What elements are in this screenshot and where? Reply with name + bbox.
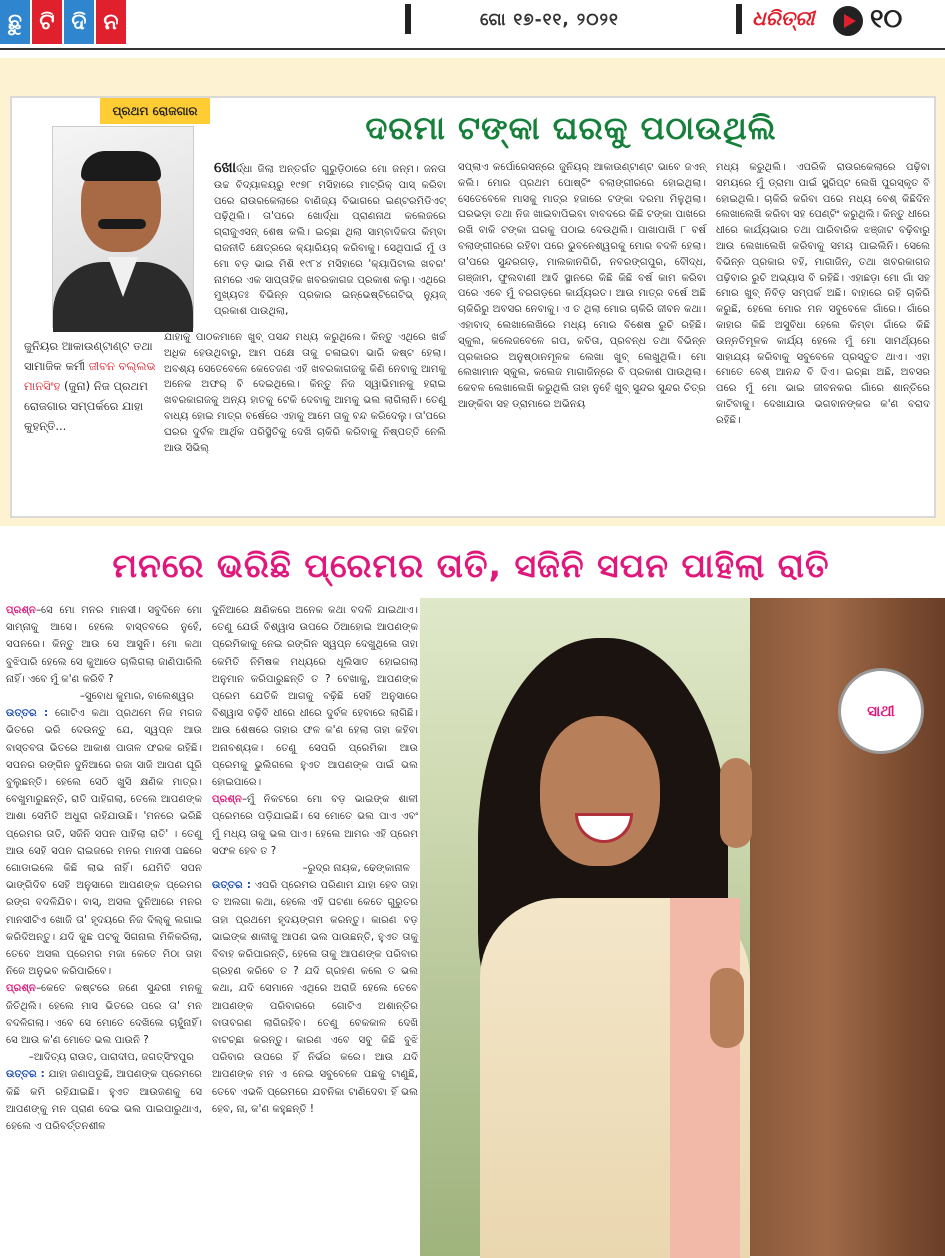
newspaper-logo: ଧରିତ୍ରୀ [752, 6, 815, 30]
author-name: ଜୀବନ ବଲ୍ଲଭ ମାନସିଂହ [24, 359, 156, 393]
section-letter: ଟି [32, 0, 62, 44]
issue-date: ଗୋ ୧୭-୧୧, ୨୦୨୧ [480, 10, 619, 30]
article2-headline: ମନରେ ଭରିଛି ପ୍ରେମର ତାତି, ସଜିନି ସପନ ପାହିଲା ରାତି [112, 546, 830, 585]
column-badge: ସାଥୀ [838, 668, 924, 754]
play-icon [833, 6, 863, 36]
article1-column-1: ଖୋର୍ଦ୍ଧା ଜିଲା ଅନ୍ତର୍ଗତ ଗୁରୁଡ଼ିଠାରେ ମୋ ଜନ୍ମ। ଜନତା ଉଚ୍ଚ ବିଦ୍ୟାଳୟରୁ ୧୯୭୮ ମସିହାରେ ମାଟ୍ରିକ୍ ପାସ୍ କରିବା ପରେ ରାଉରକେଲାରେ ବାଣିଜ୍ୟ ବିଭାଗରେ ଇଣ୍ଟରମିଡିଏଟ୍ ପଢ଼ିଥିଲି। ତା'ପରେ ଖୋର୍ଦ୍ଧା ପ୍ରାଣନାଥ କଲେଜରେ ଗ୍ରାଜୁଏସନ୍ ଶେଷ କଲି। ଇଚ୍ଛା ଥିଲା ସାମ୍ବାଦିକତା କିମ୍ବା ରାଜନୀତି କ୍ଷେତ୍ରରେ କ୍ୟାରିୟର୍ କରିବାକୁ। ସେଥିପାଇଁ ମୁଁ ଓ ମୋ ବଡ଼ ଭାଇ ମିଶି ୧୯୮୪ ମସିହାରେ 'କ୍ୟାପିଟାଲ ଖବର' ନାମରେ ଏକ ସାପ୍ତାହିକ ଖବରକାଗଜ ପ୍ରକାଶ କଲୁ। ଏଥିରେ ମୁଖ୍ୟତଃ ବିଭିନ୍ନ ପ୍ରକାର ଇନ୍‌ଭେଷ୍ଟିଗେଟିଭ୍ ନ୍ୟୁଜ୍ ପ୍ରକାଶ ପାଉଥିଲା, [214, 158, 446, 318]
author-portrait [52, 126, 194, 328]
qa-column-2: ଦୁନିଆରେ କ୍ଷଣିକରେ ଅନେକ କଥା ବଦଳି ଯାଇଥାଏ। ତେଣୁ ଯେଉଁ ବିଶ୍ୱାସ ଉପରେ ଠିଆହୋଇ ଆପଣଙ୍କ ପ୍ରେମିକାକୁ ନେଇ ରଙ୍ଗିନ ସ୍ୱପ୍ନ ଦେଖୁଥିଲେ ତାହା କେମିତି ନିମିଷକ ମଧ୍ୟରେ ଧୂଲିସାତ ହୋଇଗଲା ଅନୁମାନ କରିପାରୁଛନ୍ତି ତ ? ବେଖାକୁ, ଆପଣଙ୍କ ପ୍ରେମ ଯେତିକି ଆଗକୁ ବଢ଼ିଛି ସେହି ଅନୁସାରେ ବିଶ୍ୱାସ ବଢ଼ିବି ଧୀରେ ଧୀରେ ଦୁର୍ବଳ ହେବାରେ ଲାଗିଛି। ଆଉ ଶେଷରେ ତାହାର ଫଳ କ'ଣ ହେଲା ତାହା କହିବା ଅନାବଶ୍ୟକ। ତେଣୁ ସେପରି ପ୍ରେମିକା ଆଉ ପ୍ରେମକୁ ଭୁଲିଗଲେ ହୁଏତ ଆପଣଙ୍କ ପାଇଁ ଭଲ ହୋଇପାରେ। ପ୍ରଶ୍ନ–ମୁଁ ନିକଟରେ ମୋ ବଡ଼ ଭାଇଙ୍କ ଶାଳୀ ପ୍ରେମରେ ପଡ଼ିଯାଇଛି। ସେ ମୋତେ ଭଲ ପାଏ ଏବଂ ମୁଁ ମଧ୍ୟ ତାକୁ ଭଲ ପାଏ। ହେଲେ ଆମର ଏହି ପ୍ରେମ ସଫଳ ହେବ ତ ? –ରୁଦ୍ର ନାୟକ, ଢେଙ୍କାନାଳ ଉତ୍ତର : ଏପରି ପ୍ରେମର ପରିଣାମ ଯାହା ହେବ ତାହା ତ ଅଲଗା କଥା, ହେଲେ ଏହି ଘଟଣା କେତେ ଗୁରୁତର ତାହା ପ୍ରଥମେ ହୃଦୟଙ୍ଗମ କରନ୍ତୁ। କାରଣ ବଡ଼ ଭାଇଙ୍କ ଶାଳୀକୁ ଆପଣ ଭଲ ପାଉଛନ୍ତି, ହୁଏତ ତାକୁ ବିବାହ କରିପାରନ୍ତି, ହେଲେ ତାକୁ ଆପଣଙ୍କ ପରିବାର ଗ୍ରହଣ କରିବେ ତ ? ଯଦି ଗ୍ରହଣ କଲେ ତ ଭଲ କଥା, ଯଦି ସେମାନେ ଏଥିରେ ଅରାଜି ହେଲେ ତେବେ ଆପଣଙ୍କ ପରିବାରରେ ଗୋଟିଏ ଅଶାନ୍ତିର ବାତାବରଣ ଲାଗିରହିବ। ତେଣୁ ବେକକାଳ ଦେଖି ବାଟଚ୍ଛା କରନ୍ତୁ। କାରଣ ଏବେ ସବୁ କିଛି ବୁଝି ପରିବାର ଉପରେ ହିଁ ନିର୍ଭର କରେ। ଆଉ ଯଦି ଆପଣଙ୍କ ମନ ଏ ନେଇ ସବୁବେଳେ ପଛକୁ ଟାଣୁଛି, ତେବେ ଏଭଳି ପ୍ରେମରେ ଯବନିକା ଟାଣିଦେବା ହିଁ ଭଲ ହେବ, ନା, କ'ଣ କହୁଛନ୍ତି ! [212, 605, 419, 1115]
qa-column-1: ପ୍ରଶ୍ନ–ସେ ମୋ ମନର ମାନସୀ। ସବୁଦିନେ ମୋ ସାମ୍ନାକୁ ଆସେ। ହେଲେ ବାସ୍ତବରେ ନୁହେଁ, ସପନରେ। କିନ୍ତୁ ଆଉ ସେ ଆସୁନି। ମୋ କଥା ବୁଝିପାରି ହେଲେ ସେ କୁଆଡେ ଚାଲିଗଲା ଜାଣିପାରିଲି ନାହିଁ। ଏବେ ମୁଁ କ'ଣ କରିବି ? –ସୁବୋଧ କୁମାର, ବାଲେଶ୍ୱର ଉତ୍ତର : ଗୋଟିଏ କଥା ପ୍ରଥମେ ନିଜ ମଗଜ ଭିତରେ ଭରି ଦେଉନ୍ତୁ ଯେ, ସ୍ୱପ୍ନ ଆଉ ବାସ୍ତବତା ଭିତରେ ଆକାଶ ପାତାଳ ଫରକ ରହିଛି। ସପନର ରଙ୍ଗିନ ଦୁନିଆରେ ରଜା ସାଜି ଆପଣ ଘୂରି ବୁଲୁଛନ୍ତି। ହେଲେ ସେଠି ଖୁସି କ୍ଷଣିକ ମାତ୍ର। ବେଖୁମାରୁଛନ୍ତି, ରାତି ପାହିଗଲା, ତେଲେ ଆପଣଙ୍କ ଆଶା ସେମିତି ଅଧୁରା ରହିଯାଉଛି। 'ମନରେ ଭରିଛି ପ୍ରେମର ତାତି, ସଜିନି ସପନ ପାହିଲା ରାତି' । ତେଣୁ ଆଉ ସେହି ସପନ ରାଇଜରେ ମନର ମାନସୀ ପଛରେ ଗୋଡାଇଲେ କିଛି ଲାଭ ନାହିଁ। ଯେମିତି ସପନ ଭାଙ୍ଗିଦିବ ସେହି ଅନୁସାରେ ଆପଣଙ୍କ ପ୍ରେମର ରଙ୍ଗ ବଦଳିଯିବ। ବାସ୍, ଅସଲ ଦୁନିଆରେ ମନର ମାନସୀଟିଏ ଖୋଜି ତା' ହୃଦୟରେ ନିଜ ଦିଲ୍‌କୁ ଲଗାଇ କରିଦିଅନ୍ତୁ। ଯଦି କୁଛ ପଟକୁ ସିଗନାଲ ମିଳିକରିଲା, ତେବେ ଅସଲ ପ୍ରେମର ମଜା କେତେ ମିଠା ତାହା ନିଜେ ଅନୁଭବ କରିପାରିବେ। ପ୍ରଶ୍ନ–କେତେ କଷ୍ଟରେ ଜଣେ ସୁନ୍ଦରୀ ମନକୁ ଜିତିଥିଲି। ହେଲେ ମାସ ଭିତରେ ପରେ ତା' ମନ ବଦଳିଗଲା। ଏବେ ସେ ମୋତେ ଦେଖିଲେ ଚାହୁଁନାହିଁ। ସେ ଆଉ କ'ଣ ମୋତେ ଭଲ ପାଉନି ? –ଆଦିତ୍ୟ ରାଉତ, ପାରାଦୀପ, ଜଗତ୍‌ସିଂହପୁର ଉତ୍ତର : ଯାହା ଜଣାପଡୁଛି, ଆପଣଙ୍କ ପ୍ରେମରେ କିଛି କମି ରହିଯାଇଛି। ହୁଏତ ଆଉଜଣକୁ ସେ ଆପଣଙ୍କୁ ମନ ପ୍ରାଣ ଦେଇ ଭଲ ପାଇପାରୁଥାଏ, ହେଲେ ଏ ପରିବର୍ତ୍ତନଶୀଳ [6, 605, 202, 1133]
section-letter: ଦି [64, 0, 94, 44]
portrait-caption: ଜୁନିୟର ଆକାଉଣ୍ଟାଣ୍ଟ ତଥା ସାମାଜିକ କର୍ମୀ ଜୀବନ ବଲ୍ଲଭ ମାନସିଂହ (ଜୁନା) ନିଜ ପ୍ରଥମ ରୋଜଗାର ସମ୍ପର୍କରେ ଯାହା କୁହନ୍ତି... [24, 339, 156, 433]
article1-column-2: ସପ୍ଲାଏ କର୍ପୋରେସନ୍‌ରେ ଜୁନିୟର୍ ଆକାଉଣ୍ଟାଣ୍ଟ ଭାବେ ଜଏନ୍ କଲି। ମୋର ପ୍ରଥମ ପୋଷ୍ଟିଂ ବଲାଙ୍ଗୀରରେ ହୋଇଥିଲା। ସେତେବେଳେ ମାସକୁ ମାତ୍ର ହଜାରେ ଟଙ୍କା ଦରମା ମିଳୁଥିଲା। ଘରଭଡ଼ା ତଥା ନିଜ ଖାଇବାପିଇବା ବାବଦରେ କିଛି ଟଙ୍କା ପାଖରେ ରଖି ବାକି ଟଙ୍କା ଘରକୁ ପଠାଇ ଦେଉଥିଲି। ପାଖାପାଖି ୮ ବର୍ଷ ବଲାଙ୍ଗୀରରେ ରହିବା ପରେ ଭୁବନେଶ୍ୱରକୁ ମୋର ବଦଳି ହେଲା। ତା'ପରେ ସୁନ୍ଦରଗଡ଼, ମାଲକାନଗିରି, ନବରଙ୍ଗପୁର, ବୌଦ୍ଧ, ଗଞ୍ଜାମ, ଫୁଲବାଣୀ ଆଦି ସ୍ଥାନରେ କିଛି କିଛି ବର୍ଷ କାମ କରିବା ପରେ ଏବେ ମୁଁ ବରଗଡ଼ରେ କାର୍ଯ୍ୟରତ। ଆଉ ମାତ୍ର ବର୍ଷେ ଅଛି ଚାକିରିରୁ ଅବସର ନେବାକୁ। ଏ ତ ଥିଲା ମୋର ଚାକିରି ଜୀବନ କଥା। ଏହାବାଦ୍ ଲେଖାଲେଖିରେ ମଧ୍ୟ ମୋର ବିଶେଷ ରୁଚି ରହିଛି। ସ୍କୁଲ, କଲେଜବେଳେ ଗପ, କବିତା, ପ୍ରବନ୍ଧ ତଥା ବିଭିନ୍ନ ପ୍ରକାରର ଅନୁଷ୍ଠାନମୂଳକ ଲେଖା ଖୁବ୍ ଲେଖୁଥିଲି। ମୋ ଲେଖାମାନ ସ୍କୁଲ, କଲେଜ ମାଗାଜିନ୍‌ରେ ବି ପ୍ରକାଶ ପାଉଥିଲା। କେବଳ ଲେଖାଲେଖି କରୁଥିଲି ତାହା ନୁହେଁ ଖୁବ୍ ସୁନ୍ଦର ସୁନ୍ଦର ଚିତ୍ର ଆଙ୍କିବା ସହ ଡ୍ରାମାରେ ଅଭିନୟ [458, 162, 706, 410]
header-rule [0, 48, 945, 50]
section-letter: ନ [96, 0, 126, 44]
article1-headline: ଦରମା ଟଙ୍କା ଘରକୁ ପଠାଉଥିଲି [365, 108, 777, 147]
page-number: ୧୦ [870, 4, 903, 34]
section-title [0, 0, 126, 44]
article1-column-1-continued: ଯାହାକୁ ପାଠକମାନେ ଖୁବ୍ ପସନ୍ଦ ମଧ୍ୟ କରୁଥିଲେ। କିନ୍ତୁ ଏଥିରେ ଖର୍ଚ୍ଚ ଅଧିକ ହେଉଥିବାରୁ, ଆମ ପକ୍ଷେ ତାକୁ ଚଳାଇବା ଭାରି କଷ୍ଟ ହେଲା। ଅବଶ୍ୟ ସେତେବେଳେ କେତେଜଣ ଏହି ଖବରକାଗଜକୁ କିଣି ନେବାକୁ ଆମକୁ ଅନେକ ଅଫର୍ ବି ଦେଇଥିଲେ। କିନ୍ତୁ ନିଜ ସ୍ୱାଭିମାନକୁ ହରାଇ ଖବରକାଗଜକୁ ଅନ୍ୟ ହାତକୁ ଟେକି ଦେବାକୁ ଆମକୁ ଭଲ ଲାଗିଲାନି। ତେଣୁ ବାଧ୍ୟ ହୋଇ ମାତ୍ର ବର୍ଷେରେ ଏହାକୁ ଆମେ ତାକୁ ବନ୍ଦ କରିଦେଲୁ। ତା'ପରେ ଘରର ଦୁର୍ବଳ ଆର୍ଥିକ ପରିସ୍ଥିତିକୁ ଦେଖି ଚାକିରି କରିବାକୁ ନିଷ୍ପତ୍ତି ନେଲି ଆଉ ସିଭିଲ୍ [164, 332, 446, 454]
section-letter: ଛୁ [0, 0, 30, 44]
header-divider [736, 4, 742, 34]
header-divider [405, 4, 411, 34]
article1-column-3: ମଧ୍ୟ କରୁଥିଲି। ଏପରିକି ରାଉରକେଲାରେ ପଢ଼ିବା ସମୟରେ ମୁଁ ଡ୍ରାମା ପାଇଁ ସ୍କ୍ରିପ୍ଟ ଲେଖି ପୁରସ୍କୃତ ବି ହୋଇଥିଲି। ଚାକିରି କରିବା ପରେ ମଧ୍ୟ ବେଶ୍ କିଛିଦିନ ଲେଖାଲେଖି କରିବା ସହ ପେଣ୍ଟିଂ କରୁଥିଲି। କିନ୍ତୁ ଧୀରେ ଧୀରେ କାର୍ଯ୍ୟଭାର ତଥା ପାରିବାରିକ ଝଞ୍ଜାଟ ବଢ଼ିବାରୁ ଆଉ ଲେଖାଲେଖି କରିବାକୁ ସମୟ ପାଇଲିନି। ସେଲେ ବିଭିନ୍ନ ପ୍ରକାର ବହି, ମାଗାଜିନ୍, ତଥା ଖବରକାଗଜ ପଢ଼ିବାର ରୁଚି ଅଭ୍ୟାସ ବି ରହିଛି। ଏହାଛଡ଼ା ମୋ ଗାଁ ସହ ମୋର ଖୁବ୍ ନିବିଡ଼ ସମ୍ପର୍କ ଅଛି। ବାହାରେ ରହି ଚାକିରି କରୁଛି, ହେଲେ ମୋର ମନ ସବୁବେଳେ ଗାଁରେ। ଗାଁରେ କାହାର କିଛି ଅସୁବିଧା ହେଲେ କିମ୍ବା ଗାଁରେ କିଛି ଉନ୍ନତିମୂଳକ କାର୍ଯ୍ୟ ହେଲେ ମୁଁ ମୋ ସାମର୍ଥ୍ୟରେ ସାହାଯ୍ୟ କରିବାକୁ ସବୁବେଳେ ପ୍ରସ୍ତୁତ ଥାଏ। ଏହା ମୋତେ ବେଶ୍ ଆନନ୍ଦ ବି ଦିଏ। ଇଚ୍ଛା ଅଛି, ଅବସର ପରେ ମୁଁ ମୋ ଭାଇ ଜୀବନକର ଗାଁରେ ଶାନ୍ତିରେ କାଟିବାକୁ। ଦେଖାଯାଉ ଭଗବାନଙ୍କର କ'ଣ ବରାଦ ରହିଛି। [716, 162, 930, 426]
column-tag: ପ୍ରଥମ ରୋଜଗାର [100, 98, 210, 124]
